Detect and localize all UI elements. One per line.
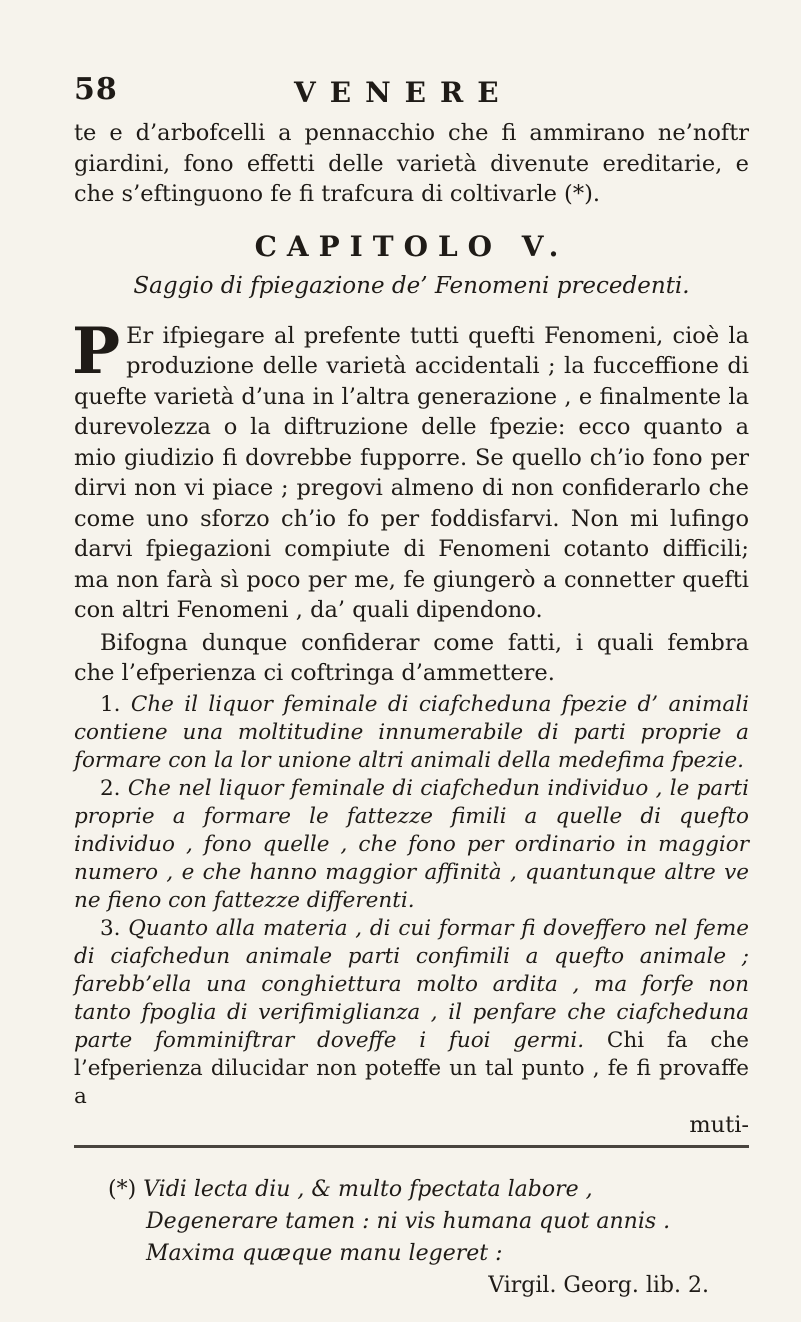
chapter-subtitle: Saggio di fpiegazione de’ Fenomeni precedenti. xyxy=(133,272,690,299)
continuation-paragraph: te e d’arbofcelli a pennacchio che fi ammirano ne’noftr giardini, fono effetti delle varietà divenute ereditarie, e che s’eftinguono fe fi trafcura di coltivarle (*). xyxy=(74,120,749,207)
numbered-item-1 xyxy=(74,691,749,775)
footnote-line-3: Maxima quæque manu legeret : xyxy=(146,1240,503,1266)
paragraph-1 xyxy=(72,313,749,626)
paragraph-1-text: Er ifpiegare al prefente tutti quefti Fenomeni, cioè la produzione delle varietà accidentali ; la fucceffione di quefte varietà d’una in l’altra generazione , e finalmente la durevolezza o la diftruzione delle fpezie: ecco quanto a mio giudizio fi dovrebbe fupporre. Se quello ch’io fono per dirvi non vi piace ; pregovi almeno di non confiderarlo che come uno sforzo ch’io fo per foddisfarvi. Non mi lufingo darvi fpiegazioni compiute di Fenomeni cotanto difficili; ma non farà sì poco per me, fe giungerò a connetter quefti con altri Fenomeni , da’ quali dipendono. xyxy=(74,322,749,623)
catchword: muti- xyxy=(689,1111,749,1138)
item-number: 2. xyxy=(100,775,121,801)
numbered-list xyxy=(74,691,749,1111)
running-head: VENERE xyxy=(294,76,513,109)
footnote-mark: (*) xyxy=(108,1176,137,1202)
paragraph-2: Bifogna dunque confiderar come fatti, i quali fembra che l’efperienza ci coftringa d’ammettere. xyxy=(74,629,749,686)
item-number: 3. xyxy=(100,915,121,941)
page-header xyxy=(74,72,749,118)
numbered-item-3 xyxy=(74,915,749,1111)
item-number: 1. xyxy=(100,691,121,717)
chapter-title: CAPITOLO V. xyxy=(254,229,569,263)
drop-cap: P xyxy=(72,313,121,389)
footnote-line-1-text: Vidi lecta diu , & multo fpectata labore , xyxy=(143,1176,593,1202)
footnote xyxy=(74,1174,749,1302)
footnote-source: Virgil. Georg. lib. 2. xyxy=(488,1272,709,1298)
item-tail-text: Chi fa che l’efperienza dilucidar non poteffe un tal punto , fe fi provaffe a xyxy=(74,1027,749,1109)
numbered-item-2 xyxy=(74,775,749,915)
item-text: Che il liquor feminale di ciafcheduna fpezie d’ animali contiene una moltitudine innumerabile di parti proprie a formare con la lor unione altri animali della medefima fpezie. xyxy=(74,691,749,773)
footnote-divider xyxy=(74,1145,749,1148)
page-number: 58 xyxy=(74,72,118,107)
chapter-body xyxy=(72,313,749,689)
footnote-line-1 xyxy=(108,1174,749,1206)
footnote-line-2: Degenerare tamen : ni vis humana quot annis . xyxy=(146,1208,671,1234)
item-text: Quanto alla materia , di cui formar fi doveffero nel feme di ciafchedun animale parti confimili a quefto animale ; farebb’ella una conghiettura molto ardita , ma forfe non tanto fpoglia di verifimiglianza , il penfare che ciafcheduna parte fomminiftrar doveffe i fuoi germi. xyxy=(74,915,749,1053)
item-text: Che nel liquor feminale di ciafchedun individuo , le parti proprie a formare le fattezze fimili a quelle di quefto individuo , fono quelle , che fono per ordinario in maggior numero , e che hanno maggior affinità , quantunque altre ve ne fieno con fattezze differenti. xyxy=(74,775,749,913)
